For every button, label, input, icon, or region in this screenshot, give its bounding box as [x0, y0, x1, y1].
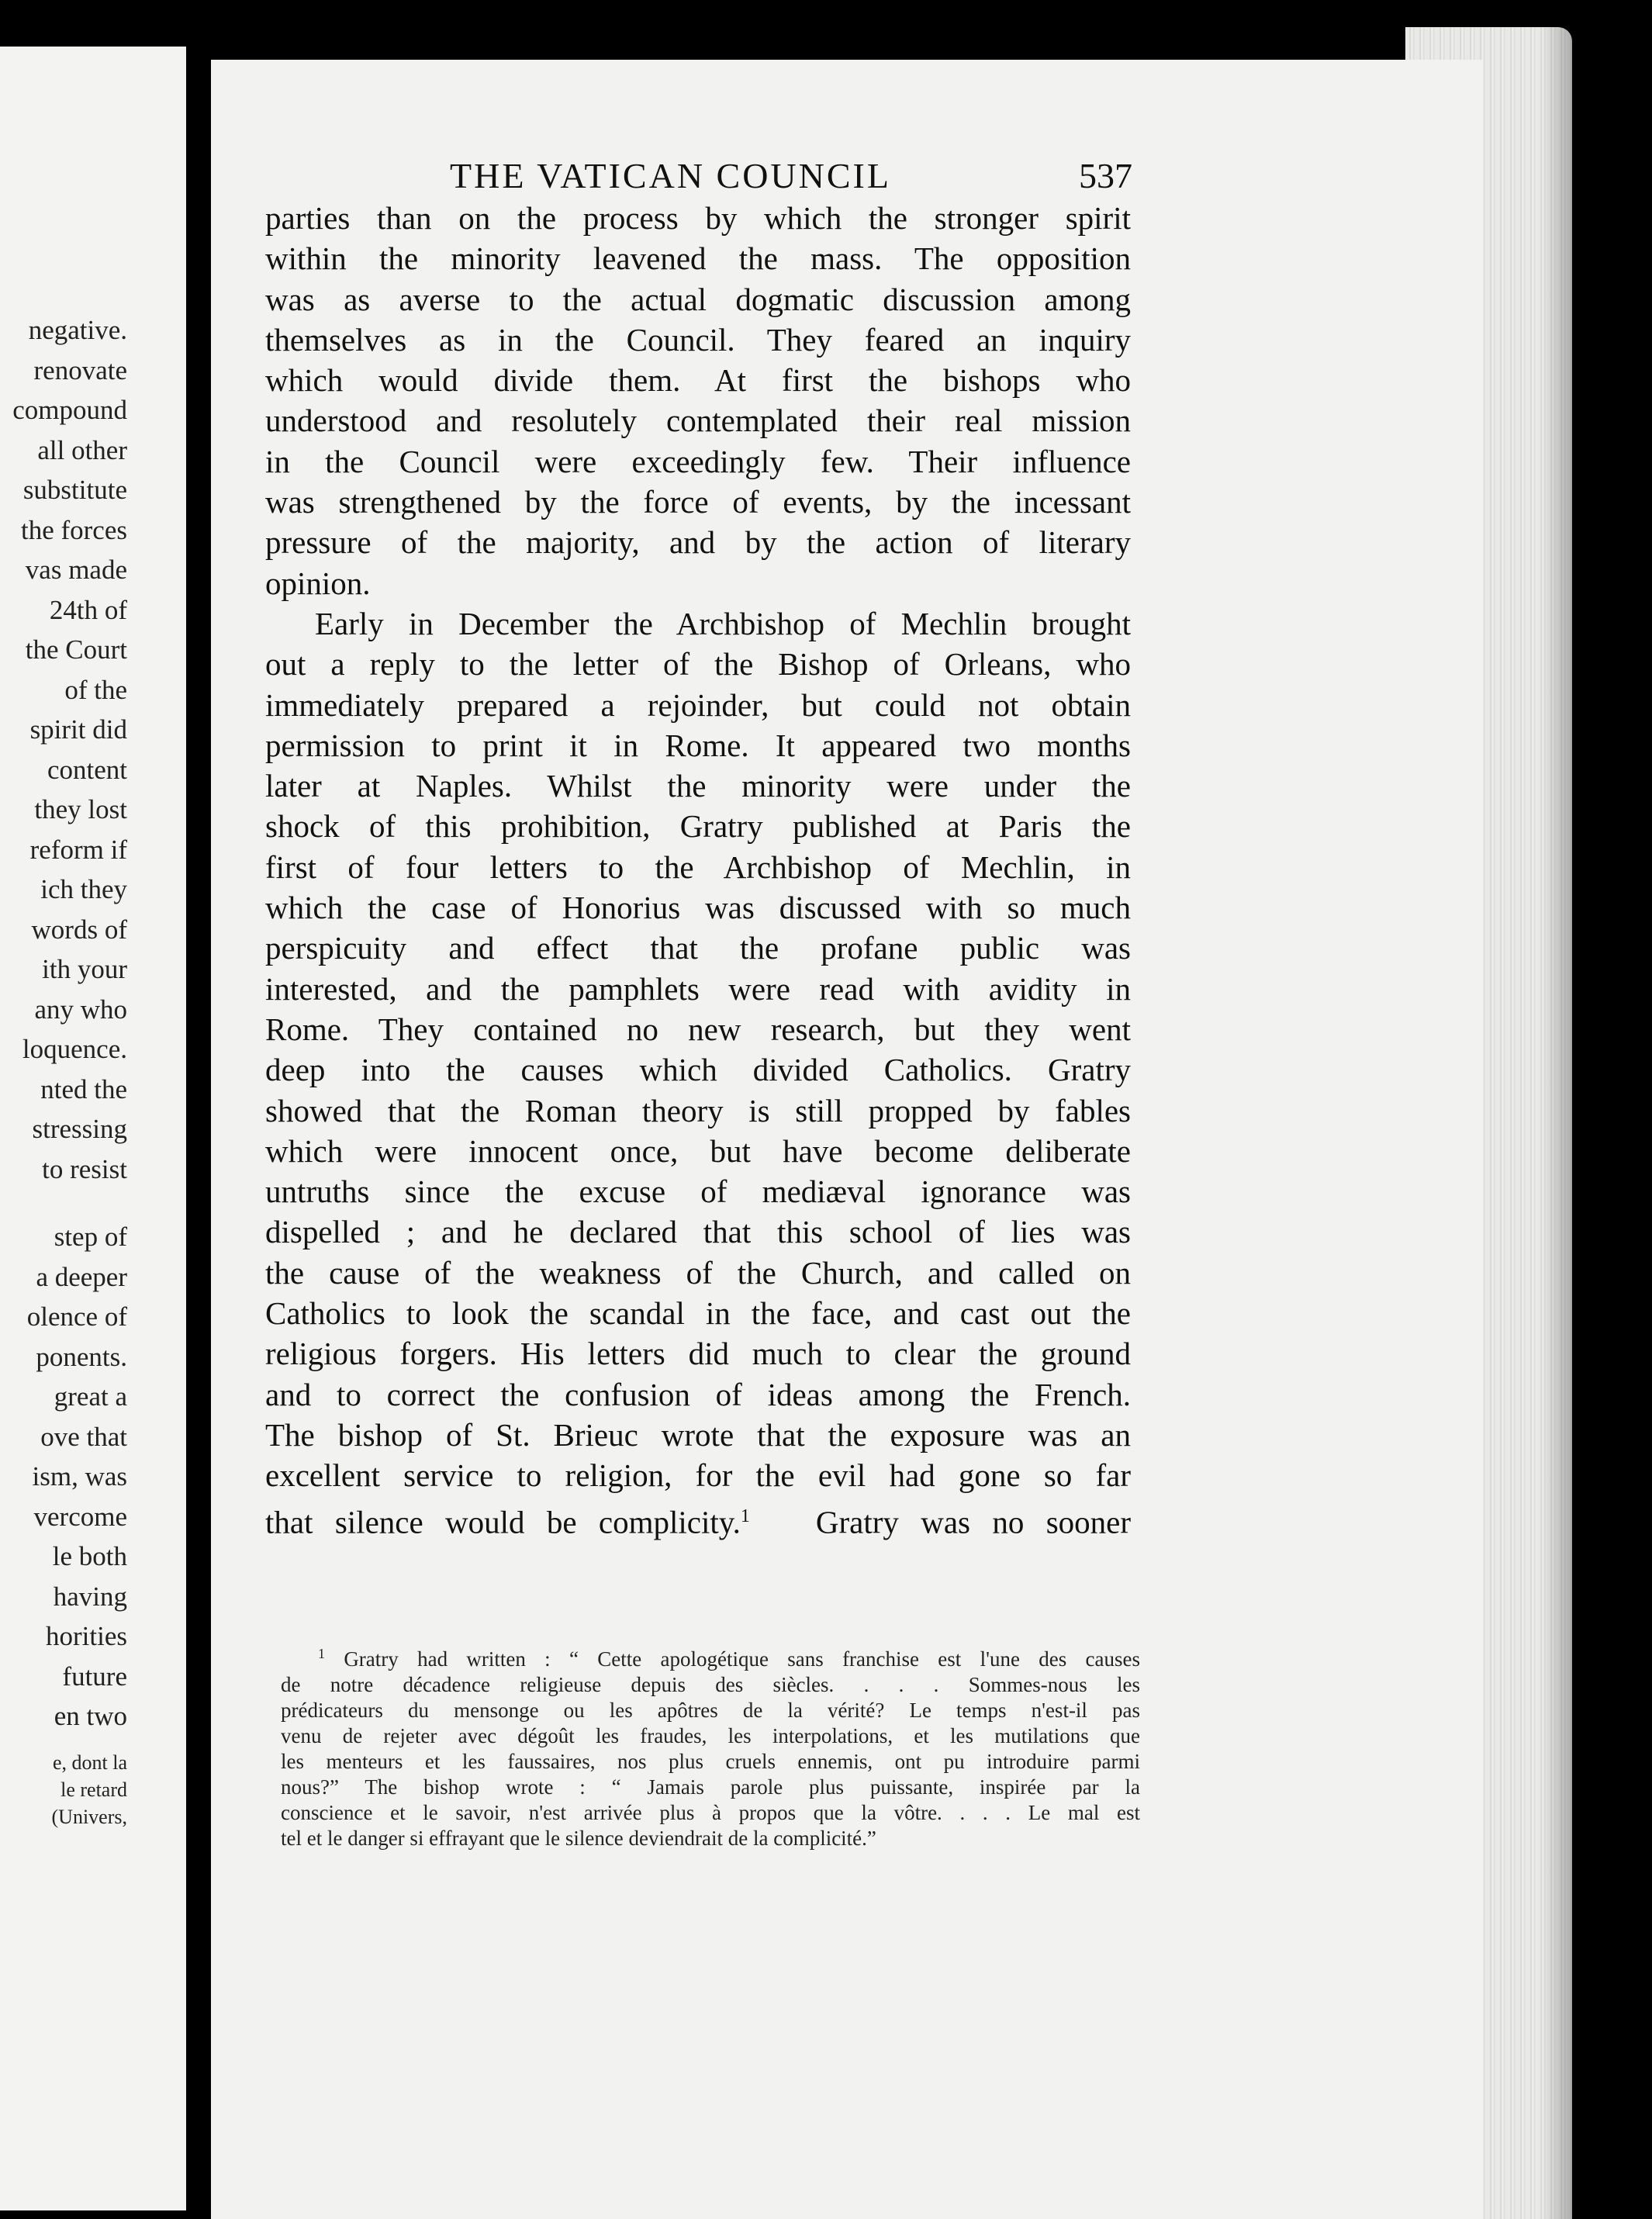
text-line: parties than on the process by which the stronger spirit [265, 200, 1131, 236]
left-note-line: le retard [60, 1778, 127, 1801]
text-line: permission to print it in Rome. It appeared two months [265, 727, 1131, 763]
text-line: which were innocent once, but have become deliberate [265, 1132, 1131, 1169]
text-line: and to correct the confusion of ideas among the French. [265, 1376, 1131, 1412]
left-line: of the [64, 674, 127, 705]
left-line: the Court [25, 634, 127, 665]
text-line: within the minority leavened the mass. The opposition [265, 240, 1131, 277]
footnote-line-text: Gratry had written : “ Cette apologétique sans franchise est l'une des causes [344, 1647, 1141, 1671]
text-line: which the case of Honorius was discussed with so much [265, 890, 1131, 926]
footnote-line: prédicateurs du mensonge ou les apôtres de la vérité? Le temps n'est-il pas [281, 1699, 1140, 1722]
left-note-line: e, dont la [52, 1751, 127, 1774]
text-line: immediately prepared a rejoinder, but could not obtain [265, 686, 1131, 723]
footnote-line: nous?” The bishop wrote : “ Jamais parole plus puissante, inspirée par la [281, 1775, 1140, 1799]
footnote-line: les menteurs et les faussaires, nos plus cruels ennemis, ont pu introduire parmi [281, 1750, 1140, 1773]
text-line: excellent service to religion, for the evil had gone so far [265, 1457, 1131, 1494]
left-line: renovate [33, 354, 127, 385]
left-line: compound [12, 395, 127, 425]
footnote-marker: 1 [318, 1646, 325, 1661]
left-line: great a [54, 1381, 127, 1412]
left-line: ith your [42, 954, 127, 984]
footnote-line: conscience et le savoir, n'est arrivée plus à propos que la vôtre. . . . Le mal est [281, 1801, 1140, 1824]
text-line: understood and resolutely contemplated their real mission [265, 403, 1131, 439]
text-line: The bishop of St. Brieuc wrote that the exposure was an [265, 1416, 1131, 1453]
left-line: ove that [40, 1421, 127, 1452]
text-line: which would divide them. At first the bishops who [265, 362, 1131, 399]
text-line: the cause of the weakness of the Church, and called on [265, 1254, 1131, 1291]
left-line: ism, was [32, 1461, 127, 1491]
text-line: untruths since the excuse of mediæval ignorance was [265, 1173, 1131, 1210]
left-line: having [53, 1581, 127, 1612]
footnote-reference: 1 [740, 1505, 750, 1526]
footnote-line: de notre décadence religieuse depuis des siècles. . . . Sommes-nous les [281, 1673, 1140, 1696]
footnote [281, 1641, 1140, 1851]
left-line: le both [52, 1541, 127, 1571]
text-line: later at Naples. Whilst the minority were under the [265, 768, 1131, 804]
text-line: Catholics to look the scandal in the face, and cast out the [265, 1295, 1131, 1332]
left-line: they lost [34, 794, 127, 824]
text-line: Rome. They contained no new research, but they went [265, 1011, 1131, 1047]
left-line: spirit did [29, 714, 127, 745]
text-line: deep into the causes which divided Catholics. Gratry [265, 1052, 1131, 1088]
text-line: perspicuity and effect that the profane public was [265, 930, 1131, 966]
left-line: ponents. [36, 1341, 127, 1372]
left-line: future [62, 1661, 127, 1692]
text-line: in the Council were exceedingly few. Their influence [265, 443, 1131, 479]
left-line: a deeper [36, 1261, 127, 1292]
left-line: vercome [33, 1501, 127, 1532]
text-line: showed that the Roman theory is still propped by fables [265, 1092, 1131, 1129]
left-line: en two [54, 1701, 127, 1731]
text-line: religious forgers. His letters did much to clear the ground [265, 1336, 1131, 1372]
left-line: loquence. [22, 1034, 127, 1064]
text-line-tail: Gratry was no sooner [815, 1504, 1132, 1540]
left-note-line: (Univers, [51, 1805, 127, 1828]
text-line: dispelled ; and he declared that this school of lies was [265, 1214, 1131, 1250]
text-line: pressure of the majority, and by the action of literary [265, 524, 1131, 561]
text-line: shock of this prohibition, Gratry published at Paris the [265, 808, 1131, 845]
text-line: out a reply to the letter of the Bishop of Orleans, who [265, 646, 1131, 683]
running-title: THE VATICAN COUNCIL [450, 156, 891, 195]
left-line: negative. [28, 315, 127, 345]
footnote-line [281, 1641, 1140, 1672]
left-paragraph-gap [0, 1189, 127, 1217]
text-line-start: that silence would be complicity. [265, 1504, 741, 1540]
left-line: 24th of [49, 594, 127, 625]
left-line: all other [37, 434, 127, 465]
text-line: Early in December the Archbishop of Mechlin brought [315, 605, 1131, 641]
text-line: opinion. [265, 565, 371, 601]
text-line: first of four letters to the Archbishop of Mechlin, in [265, 849, 1131, 885]
previous-page-fragment [0, 47, 186, 2210]
main-text [265, 198, 1131, 1542]
left-line: any who [34, 994, 127, 1025]
left-line: vas made [25, 555, 127, 585]
left-footnote-gap [0, 1737, 127, 1749]
left-line: words of [31, 914, 127, 945]
left-line: reform if [29, 834, 127, 865]
text-line: was as averse to the actual dogmatic discussion among [265, 281, 1131, 317]
left-line: stressing [32, 1114, 127, 1144]
left-line: to resist [42, 1153, 127, 1184]
left-line: step of [54, 1222, 127, 1252]
footnote-line: tel et le danger si effrayant que le silence deviendrait de la complicité.” [281, 1827, 876, 1850]
left-line: olence of [26, 1301, 127, 1332]
left-line: ich they [40, 874, 127, 904]
previous-page-text [0, 310, 127, 1830]
text-line-final [265, 1496, 1131, 1543]
edge-shadow [1541, 27, 1572, 2219]
left-line: nted the [40, 1073, 127, 1104]
page-number: 537 [1079, 156, 1132, 195]
left-line: the forces [20, 514, 127, 545]
text-line: themselves as in the Council. They feared an inquiry [265, 321, 1131, 358]
text-line: was strengthened by the force of events, by the incessant [265, 484, 1131, 520]
left-line: substitute [22, 475, 127, 505]
running-header [240, 155, 1132, 202]
left-line: horities [46, 1621, 127, 1651]
text-line: interested, and the pamphlets were read with avidity in [265, 970, 1131, 1007]
left-line: content [47, 754, 127, 785]
footnote-line: venu de rejeter avec dégoût les fraudes, les interpolations, et les mutilations que [281, 1724, 1140, 1747]
